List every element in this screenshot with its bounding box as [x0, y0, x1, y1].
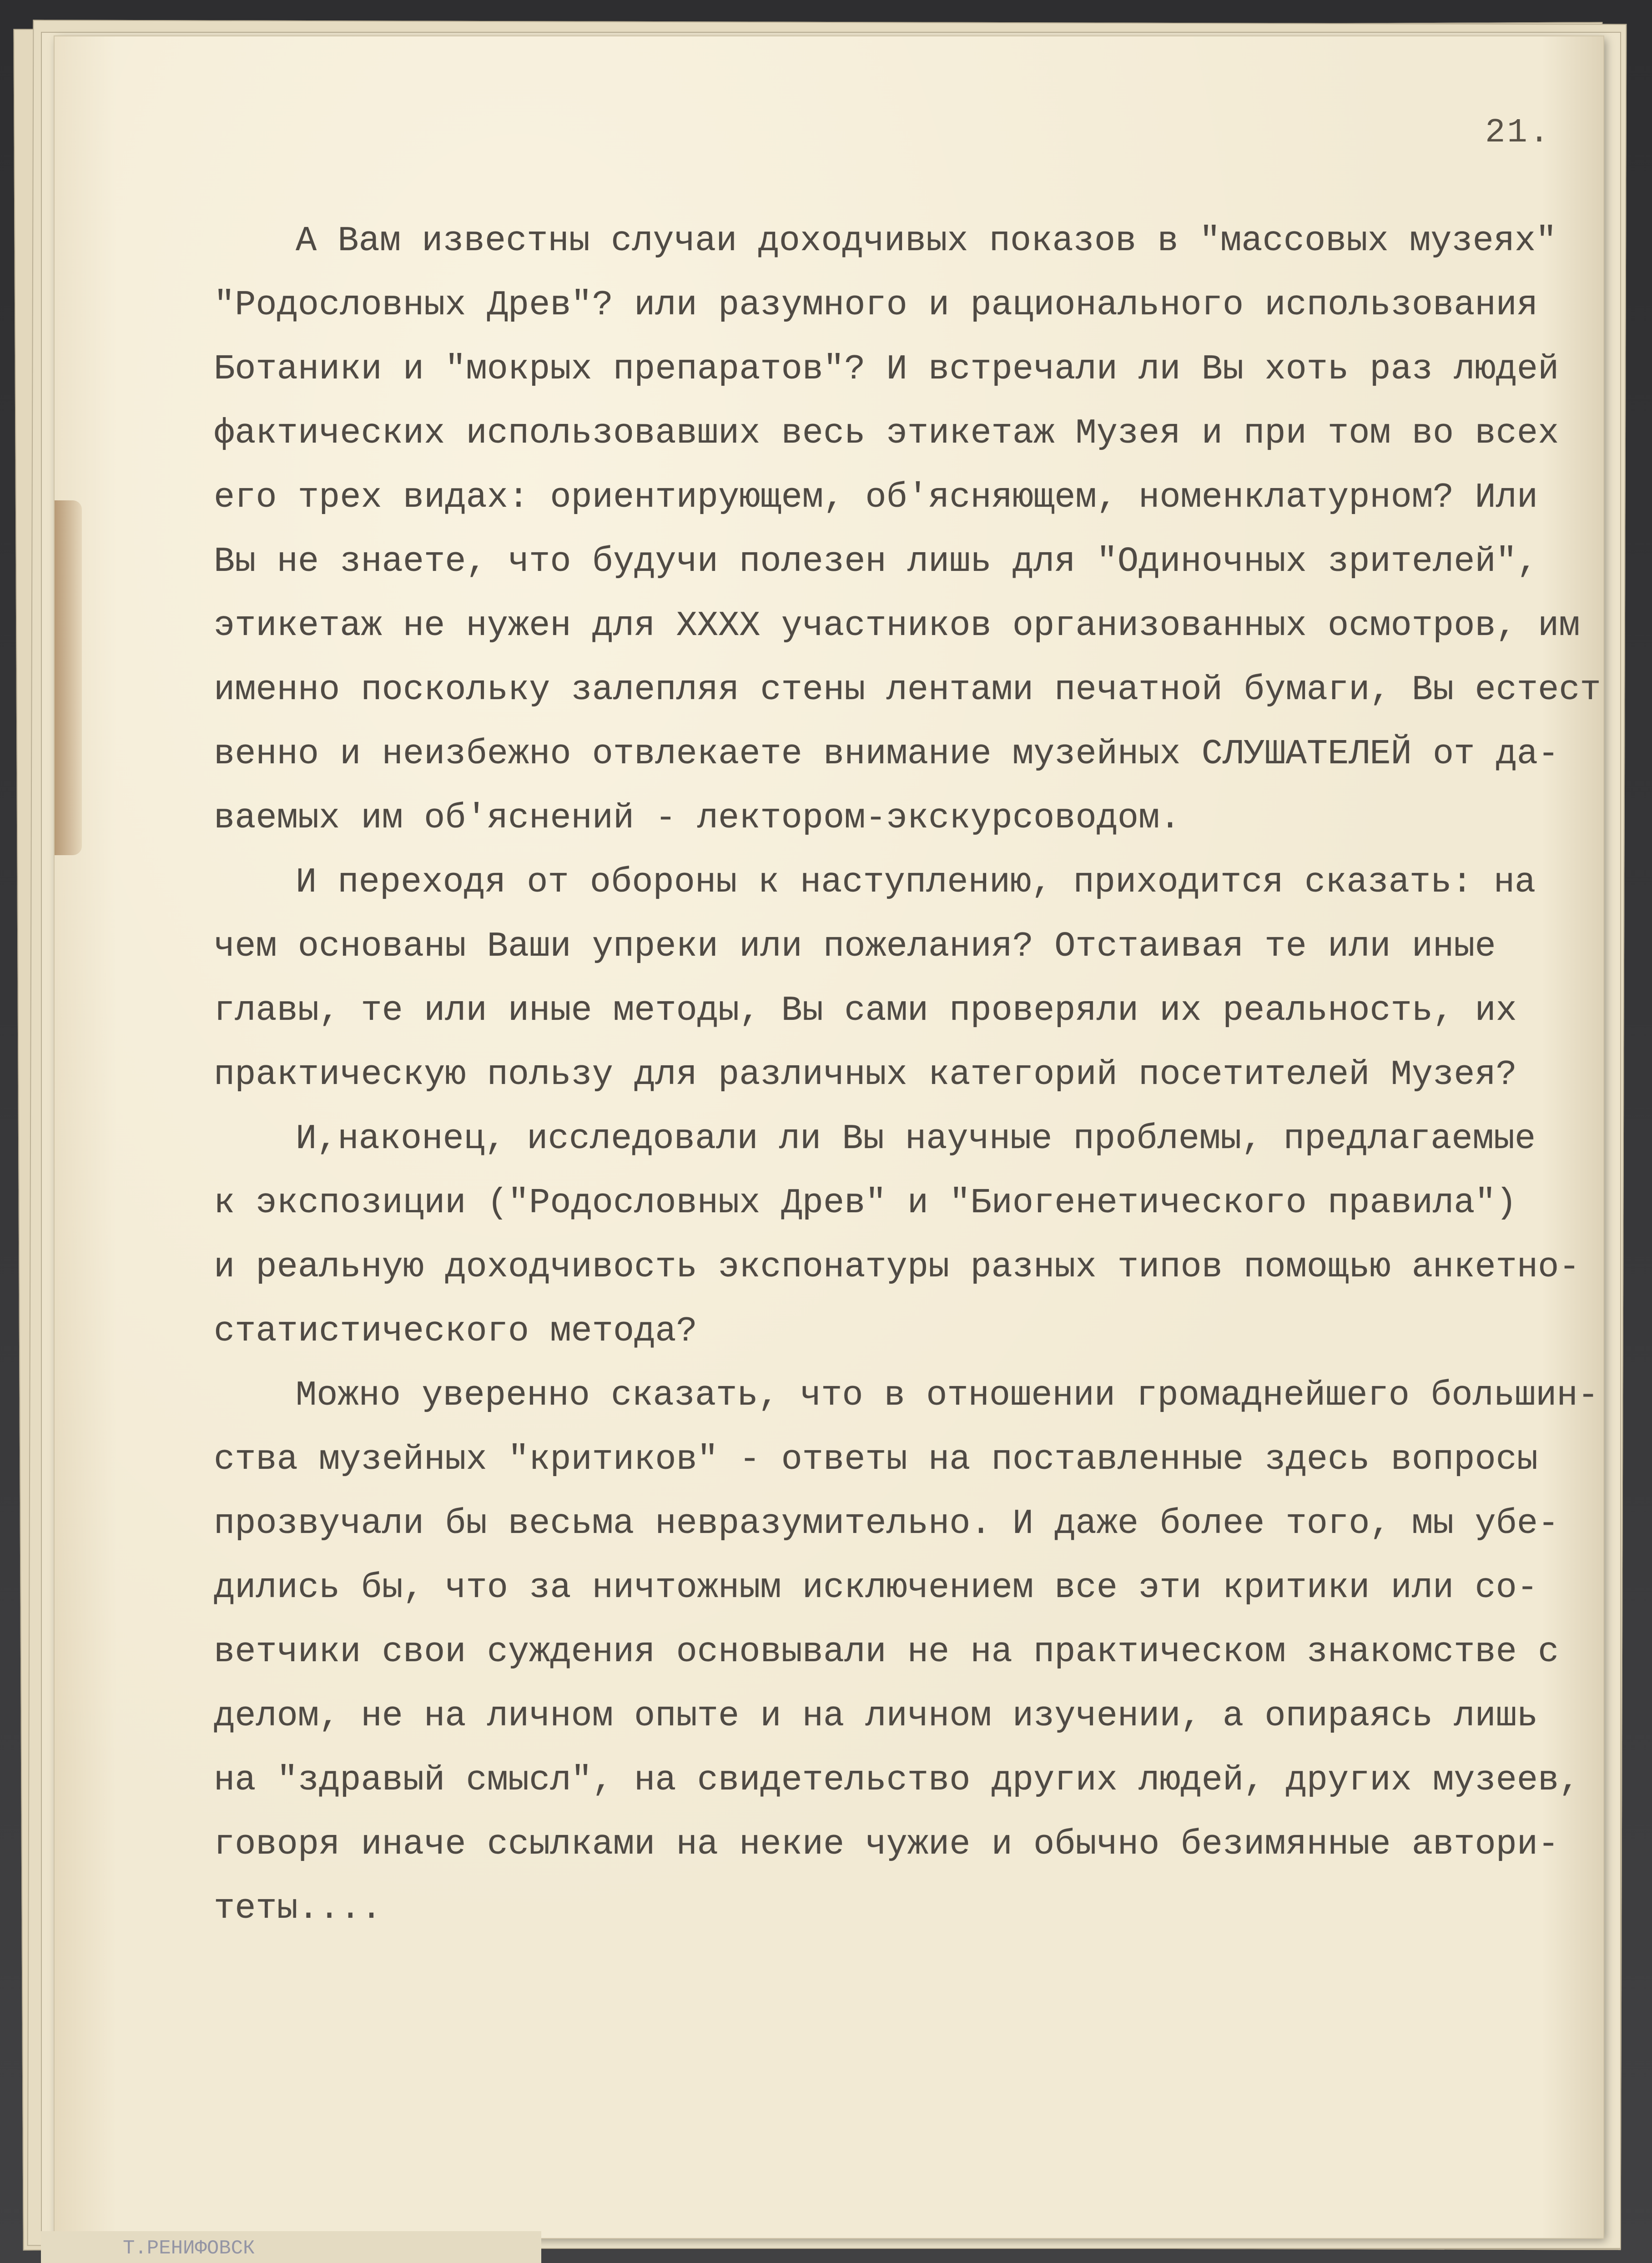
text-line: прозвучали бы весьма невразумительно. И даже более того, мы убе- — [214, 1504, 1559, 1544]
bottom-sheet-edge — [41, 2231, 541, 2263]
text-line: теты.... — [214, 1889, 382, 1929]
text-line: этикетаж не нужен для ХХХХ участников организованных осмотров, им — [214, 606, 1580, 646]
text-line: делом, не на личном опыте и на личном изучении, а опираясь лишь — [214, 1697, 1538, 1736]
text-line: главы, те или иные методы, Вы сами проверяли их реальность, их — [214, 991, 1517, 1031]
text-line: "Родословных Древ"? или разумного и рационального использования — [214, 286, 1538, 325]
text-line: И,наконец, исследовали ли Вы научные проблемы, предлагаемые — [296, 1119, 1536, 1159]
text-line: И переходя от обороны к наступлению, приходится сказать: на — [296, 863, 1536, 902]
paragraph — [214, 209, 1601, 851]
text-line: его трех видах: ориентирующем, об'ясняющем, номенклатурном? Или — [214, 478, 1538, 518]
text-line: фактических использовавших весь этикетаж Музея и при том во всех — [214, 414, 1559, 454]
text-line: именно поскольку залепляя стены лентами печатной бумаги, Вы естест — [214, 670, 1601, 710]
text-line: чем основаны Ваши упреки или пожелания? Отстаивая те или иные — [214, 927, 1496, 967]
text-line: на "здравый смысл", на свидетельство других людей, других музеев, — [214, 1761, 1580, 1800]
text-line: практическую пользу для различных категорий посетителей Музея? — [214, 1055, 1517, 1095]
bottom-stamp: Т.РЕНИФОВСК — [123, 2237, 255, 2260]
text-line: Вы не знаете, что будучи полезен лишь для "Одиночных зрителей", — [214, 542, 1538, 582]
page-number: 21. — [1485, 114, 1551, 152]
paragraph — [214, 1107, 1580, 1364]
text-line: ства музейных "критиков" - ответы на поставленные здесь вопросы — [214, 1440, 1538, 1480]
text-line: дились бы, что за ничтожным исключением все эти критики или со- — [214, 1568, 1538, 1608]
text-line: статистического метода? — [214, 1312, 697, 1351]
text-line: Можно уверенно сказать, что в отношении громаднейшего большин- — [296, 1376, 1599, 1416]
text-line: говоря иначе ссылками на некие чужие и обычно безимянные автори- — [214, 1825, 1559, 1865]
page-body — [214, 209, 1601, 1941]
text-line: к экспозиции ("Родословных Древ" и "Биогенетического правила") — [214, 1184, 1517, 1223]
paragraph — [214, 1364, 1599, 1941]
text-line: венно и неизбежно отвлекаете внимание музейных СЛУШАТЕЛЕЙ от да- — [214, 735, 1559, 774]
text-line: А Вам известны случаи доходчивых показов в "массовых музеях" — [296, 222, 1557, 261]
margin-stain — [55, 500, 82, 855]
text-line: и реальную доходчивость экспонатуры разных типов помощью анкетно- — [214, 1248, 1580, 1287]
text-line: Ботаники и "мокрых препаратов"? И встречали ли Вы хоть раз людей — [214, 350, 1559, 389]
text-line: ветчики свои суждения основывали не на практическом знакомстве с — [214, 1633, 1559, 1672]
paragraph — [214, 851, 1569, 1107]
text-line: ваемых им об'яснений - лектором-экскурсоводом. — [214, 799, 1181, 838]
